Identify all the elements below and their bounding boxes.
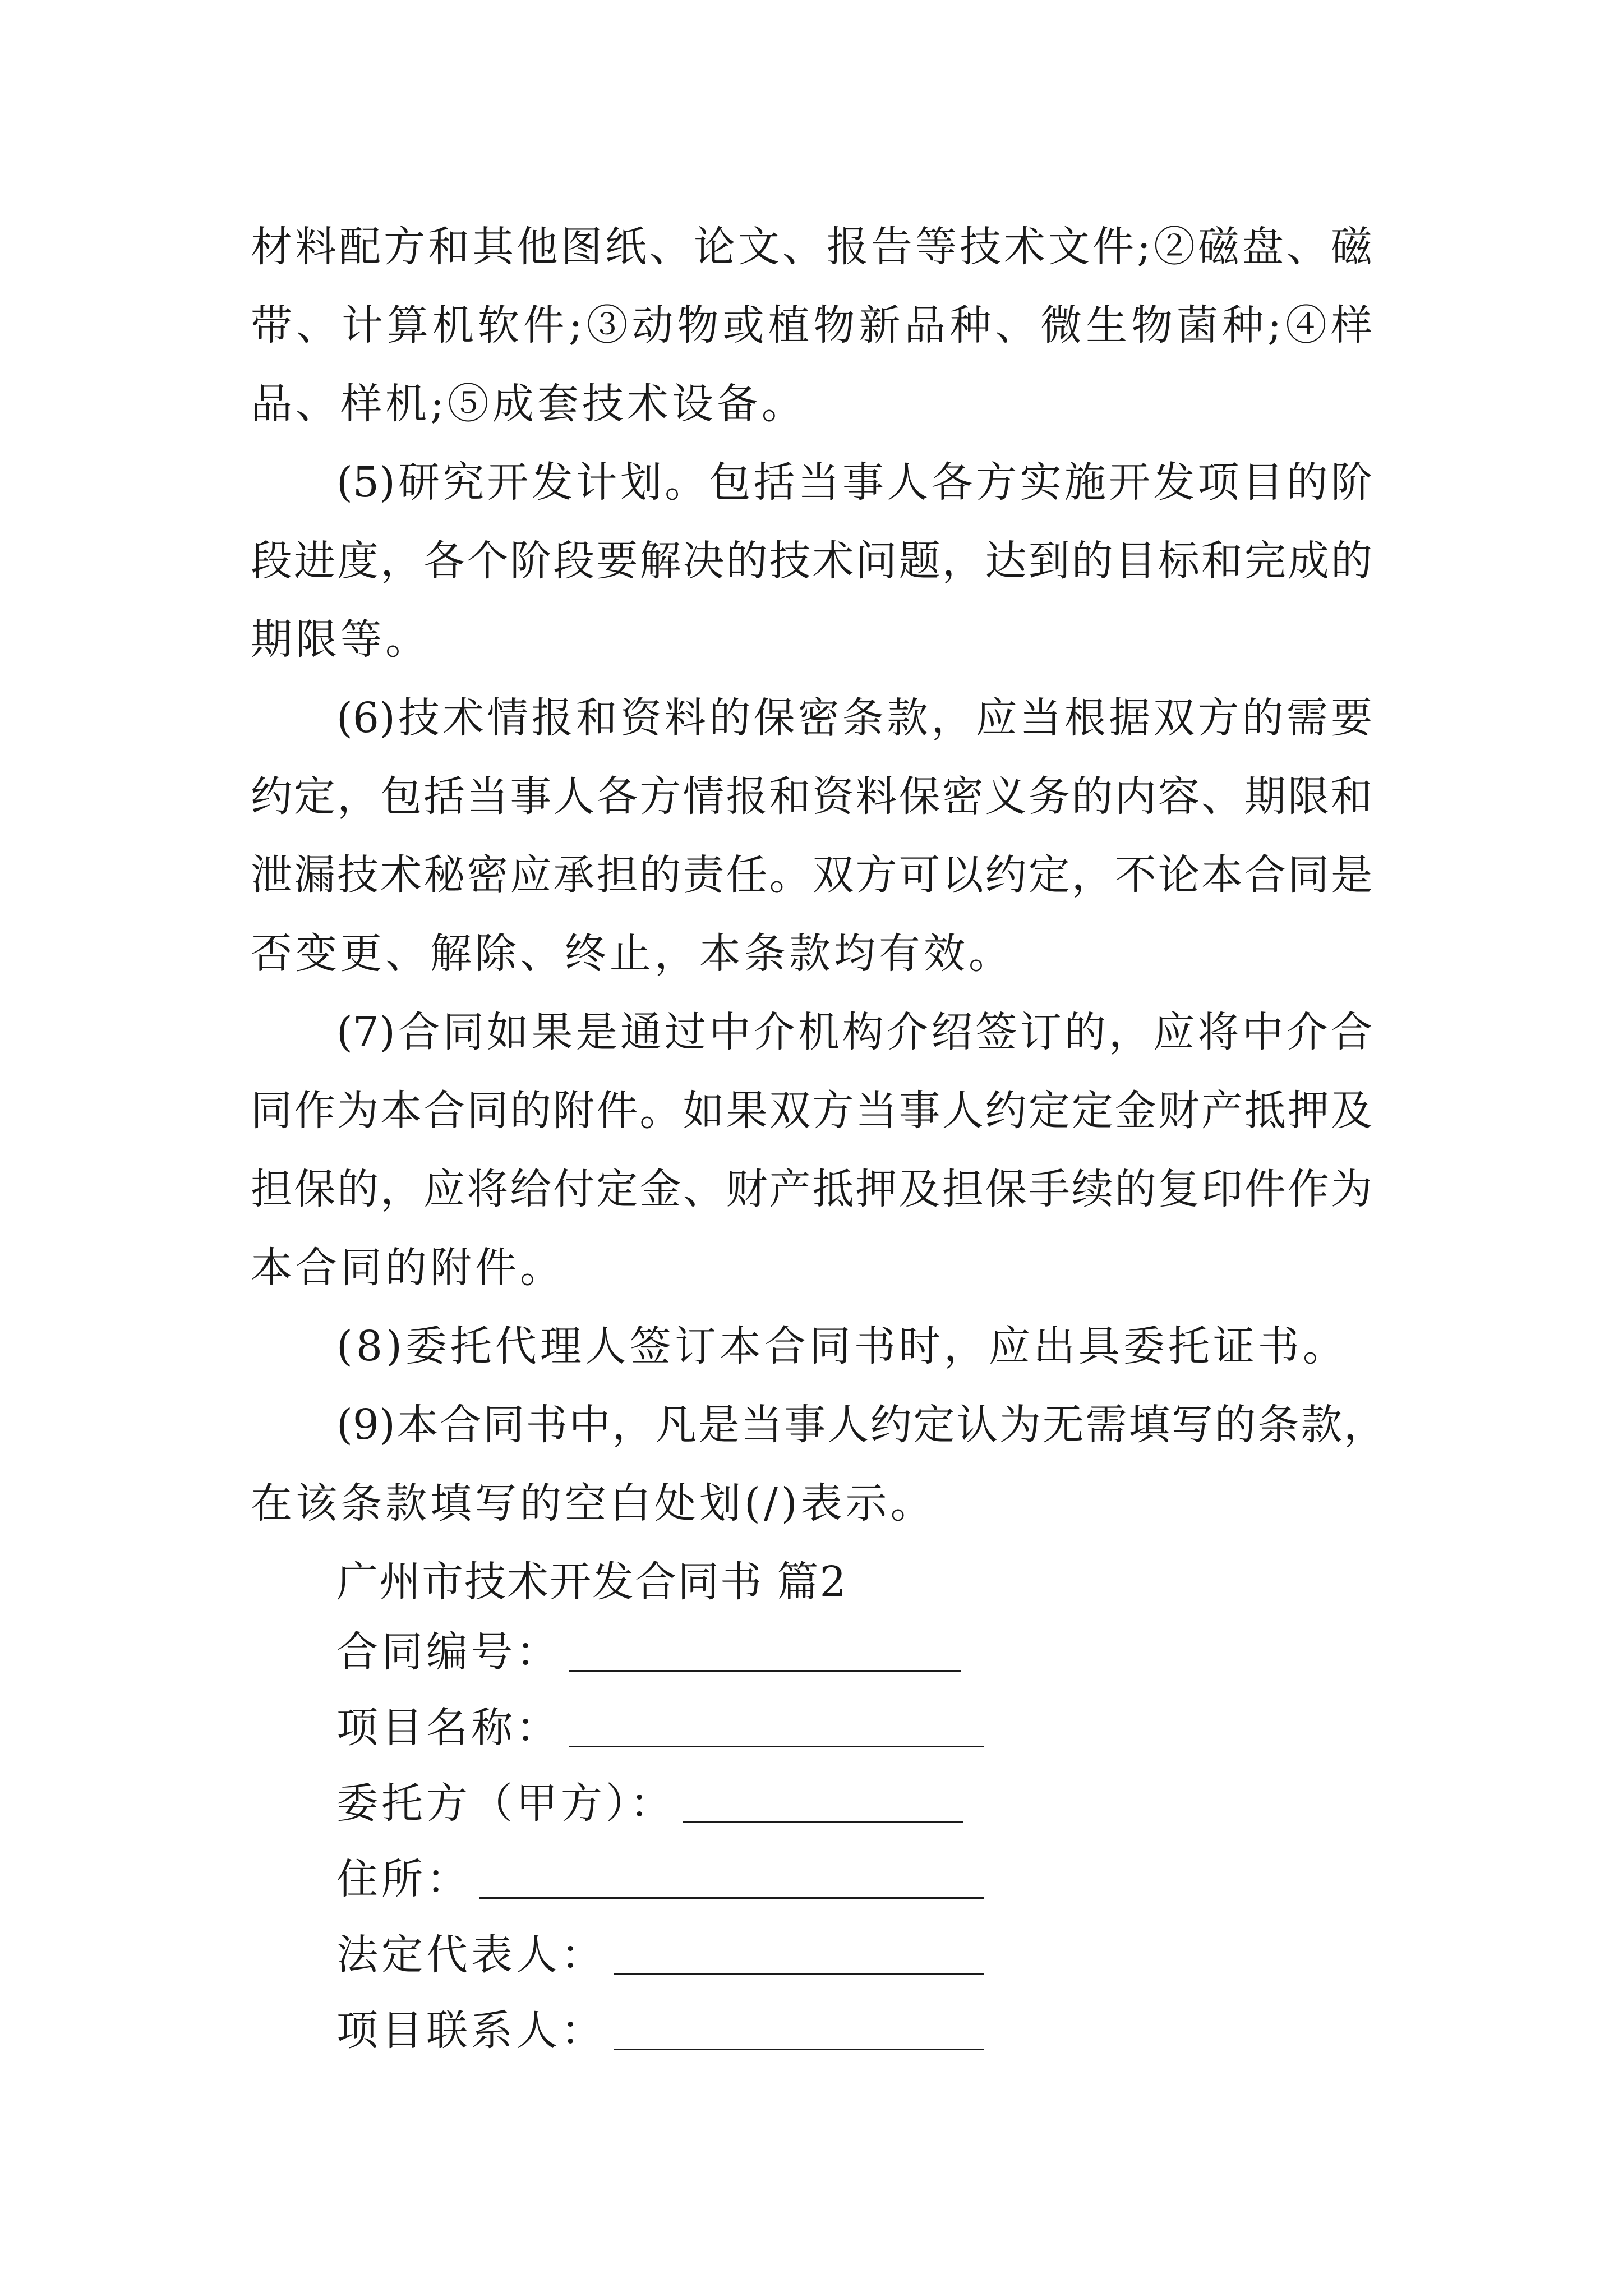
field-label: 法定代表人： [336,1931,606,1979]
body-text-line: 否变更、解除、终止，本条款均有效。 [251,930,1013,978]
project-contact-blank[interactable] [614,2012,984,2050]
body-text-line: 材料配方和其他图纸、论文、报告等技术文件;②磁盘、磁 [251,223,1372,271]
field-project-name [336,1700,984,1756]
address-blank[interactable] [479,1860,984,1899]
field-client-party-a [336,1775,963,1832]
body-text-line: 同作为本合同的附件。如果双方当事人约定定金财产抵押及 [251,1087,1372,1135]
project-name-blank[interactable] [569,1709,984,1747]
field-label: 项目联系人： [336,2007,606,2055]
field-contract-number [336,1624,961,1680]
paragraph-item-6: (6)技术情报和资料的保密条款，应当根据双方的需要 [336,694,1372,742]
field-label: 合同编号： [336,1628,561,1676]
body-text-line: 本合同的附件。 [251,1244,565,1292]
field-address [336,1851,984,1907]
client-party-a-blank[interactable] [683,1784,963,1823]
body-text-line: 带、计算机软件;③动物或植物新品种、微生物菌种;④样 [251,301,1372,349]
contract-number-blank[interactable] [569,1633,961,1672]
body-text-line: 段进度，各个阶段要解决的技术问题，达到的目标和完成的 [251,537,1372,585]
field-label: 项目名称： [336,1704,561,1752]
section-title: 广州市技术开发合同书 篇2 [336,1558,847,1606]
paragraph-item-9: (9)本合同书中，凡是当事人约定认为无需填写的条款， [336,1401,1385,1449]
body-text-line: 在该条款填写的空白处划(/)表示。 [251,1479,935,1527]
body-text-line: 泄漏技术秘密应承担的责任。双方可以约定，不论本合同是 [251,851,1372,899]
legal-representative-blank[interactable] [614,1936,984,1975]
body-text-line: 期限等。 [251,615,430,664]
field-label: 住所： [336,1855,471,1903]
field-legal-representative [336,1927,984,1983]
field-label: 委托方（甲方）： [336,1779,675,1828]
body-text-line: 品、样机;⑤成套技术设备。 [251,380,806,428]
body-text-line: 担保的，应将给付定金、财产抵押及担保手续的复印件作为 [251,1165,1372,1213]
field-project-contact [336,2003,984,2059]
paragraph-item-8: (8)委托代理人签订本合同书时，应出具委托证书。 [336,1322,1348,1370]
paragraph-item-7: (7)合同如果是通过中介机构介绍签订的，应将中介合 [336,1008,1372,1056]
paragraph-item-5: (5)研究开发计划。包括当事人各方实施开发项目的阶 [336,458,1372,507]
body-text-line: 约定，包括当事人各方情报和资料保密义务的内容、期限和 [251,772,1372,821]
